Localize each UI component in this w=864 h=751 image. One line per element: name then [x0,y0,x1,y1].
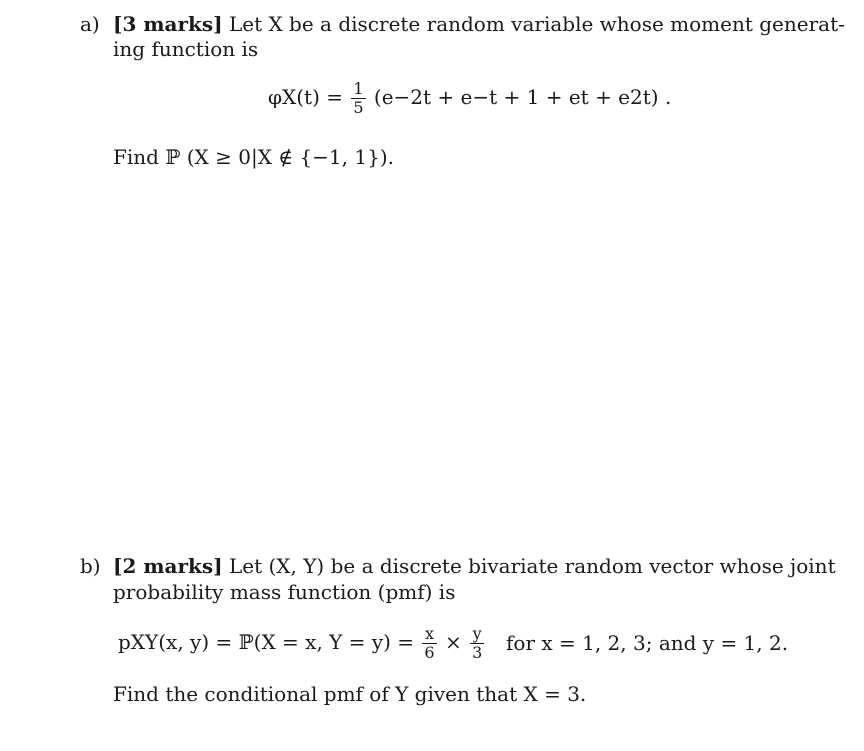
pmf-support: for x = 1, 2, 3; and y = 1, 2. [506,631,789,655]
part-a-text-1: Let X be a discrete random variable whose moment generat- [228,12,845,36]
pmf-lhs: pXY(x, y) = ℙ(X = x, Y = y) = [118,630,415,654]
part-a-marks: [3 marks] [113,12,223,36]
part-b-text-1: Let (X, Y) be a discrete bivariate random vector whose joint [228,554,836,578]
part-b-question: Find the conditional pmf of Y given that X = 3. [113,682,587,706]
mgf-coefficient: $\frac{1}{5}$ [353,79,364,117]
pmf-equation [118,625,486,662]
part-a-line2: ing function is [113,37,259,61]
part-b-line1 [113,554,836,578]
part-b-label: b) [80,554,101,578]
pmf-fraction-y: $\frac{y}{3}$ [472,624,483,662]
mgf-lhs: φX(t) = [268,85,343,109]
part-b-line2: probability mass function (pmf) is [113,580,456,604]
part-b-marks: [2 marks] [113,554,223,578]
pmf-times: × [444,630,462,654]
mgf-rhs: (e−2t + e−t + 1 + et + e2t) . [373,85,672,109]
part-a-label: a) [80,12,100,36]
part-a-question: Find ℙ (X ≥ 0|X ∉ {−1, 1}). [113,145,394,169]
pmf-fraction-x: $\frac{x}{6}$ [424,624,435,662]
